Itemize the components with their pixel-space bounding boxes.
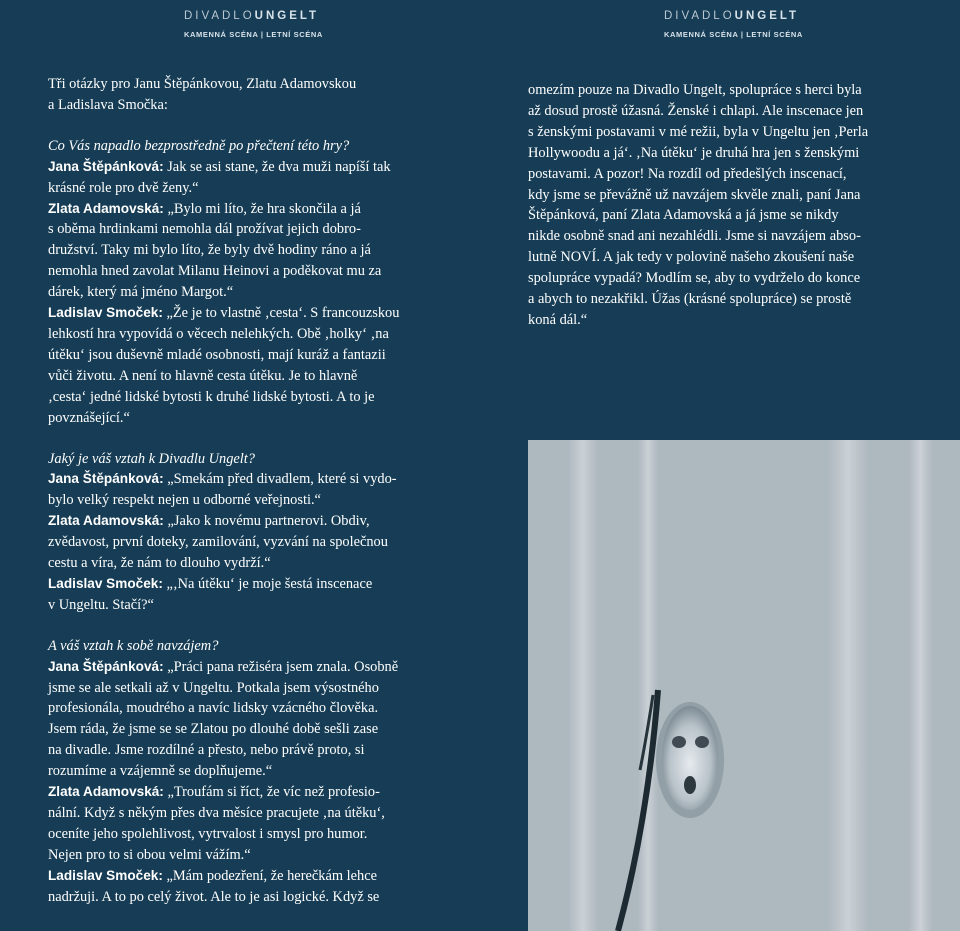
answer-line [48,366,448,387]
speaker-name: Ladislav Smoček: [48,575,163,591]
answer-line [48,408,448,429]
text-line: Štěpánková, paní Zlata Adamovská a já jsme se nikdy [528,207,839,224]
answer-line [48,574,448,595]
answer-text: „Že je to vlastně ‚cesta‘. S francouzskou [166,305,400,322]
intro-line: a Ladislava Smočka: [48,96,168,113]
answer-text: s oběma hrdinkami nemohla dál prožívat jejich dobro- [48,221,361,238]
answer-text: oceníte jeho spolehlivost, vytrvalost i smysl pro humor. [48,825,368,842]
answer-line [48,345,448,366]
photo-figure [528,440,960,931]
speaker-name: Ladislav Smoček: [48,867,163,883]
text-line: postavami. A pozor! Na rozdíl od předešlých inscenací, [528,165,847,182]
answer-line [48,698,448,719]
question-2: Jaký je váš vztah k Divadlu Ungelt? [48,450,255,467]
answer-line [48,532,448,553]
answer-text: „Jako k novému partnerovi. Obdiv, [167,513,370,530]
answer-line [48,657,448,678]
answers-1 [48,157,448,429]
answer-line [48,261,448,282]
theatre-logo-left [184,10,323,39]
answer-text: útěku‘ jsou duševně mladé osobnosti, mají kuráž a fantazii [48,346,386,363]
answer-text: Jak se asi stane, že dva muži napíší tak [167,158,391,175]
answer-line [48,178,448,199]
answer-text: nemohla hned zavolat Milanu Heinovi a poděkovat mu za [48,263,382,280]
answer-text: nadržuji. A to po celý život. Ale to je asi logické. Když se [48,888,380,905]
speaker-name: Jana Štěpánková: [48,471,164,487]
theatre-logo-right [664,10,803,39]
answer-line [48,490,448,511]
answer-line [48,511,448,532]
answer-line [48,157,448,178]
speaker-name: Jana Štěpánková: [48,158,164,174]
answer-text: profesionála, moudrého a navíc lidsky vzácného člověka. [48,700,379,717]
answer-text: vůči životu. A není to hlavně cesta útěku. Je to hlavně [48,367,358,384]
answer-line [48,553,448,574]
answer-text: nální. Když s někým přes dva měsíce pracujete ‚na útěku‘, [48,805,385,821]
answer-text: krásné role pro dvě ženy.“ [48,179,199,196]
answer-line [48,845,448,866]
answer-text: v Ungeltu. Stačí?“ [48,596,154,613]
answer-text: „Smekám před divadlem, které si vydo- [167,471,397,488]
answer-text: „‚Na útěku‘ je moje šestá inscenace [166,575,373,592]
answer-line [48,303,448,324]
answer-line [48,719,448,740]
answer-line [48,324,448,345]
answer-text: „Troufám si říct, že víc než profesio- [167,784,380,801]
answer-text: dárek, který má jméno Margot.“ [48,284,234,301]
production-photo [528,440,960,931]
text-line: lutně NOVÍ. A jak tedy v polovině našeho zkoušení naše [528,249,855,266]
answer-line [48,782,448,803]
logo-subtitle: KAMENNÁ SCÉNA | LETNÍ SCÉNA [184,30,323,39]
answer-line [48,595,448,616]
speaker-name: Jana Štěpánková: [48,658,164,674]
logo-brand: DIVADLOUNGELT [664,10,800,22]
answer-line [48,469,448,490]
answer-text: zvědavost, první doteky, zamilování, vyzvání na společnou [48,534,388,551]
right-column [528,80,928,331]
text-line: až dosud prostě úžasná. Ženské i chlapi. Ale inscenace jen [528,102,864,119]
logo-subtitle: KAMENNÁ SCÉNA | LETNÍ SCÉNA [664,30,803,39]
answers-3 [48,657,448,908]
answer-text: na divadle. Jsme rozdílné a přesto, nebo právě proto, si [48,742,365,759]
speaker-name: Ladislav Smoček: [48,305,163,321]
logo-brand: DIVADLOUNGELT [184,10,320,22]
answer-line [48,387,448,408]
answer-line [48,219,448,240]
question-1: Co Vás napadlo bezprostředně po přečtení této hry? [48,137,350,154]
continued-text [528,80,928,331]
answer-text: cestu a víra, že nám to dlouho vydrží.“ [48,555,271,572]
text-line: nikde osobně snad ani nezahlédli. Jsme si navzájem abso- [528,228,861,245]
text-line: omezím pouze na Divadlo Ungelt, spolupráce s herci byla [528,82,862,98]
answers-2 [48,469,448,615]
text-line: spolupráce vypadá? Modlím se, aby to vydrželo do konce [528,270,861,287]
left-column [48,74,448,908]
answer-text: družství. Taky mi bylo líto, že byly dvě hodiny ráno a já [48,242,371,259]
answer-text: „Bylo mi líto, že hra skončila a já [167,200,361,217]
answer-text: ‚cesta‘ jedné lidské bytosti k druhé lidské bytosti. A to je [48,388,375,405]
answer-text: jsme se ale setkali až v Ungeltu. Potkala jsem výsostného [48,679,379,696]
answer-line [48,761,448,782]
answer-text: „Práci pana režiséra jsem znala. Osobně [167,658,399,675]
answer-text: lehkostí hra vypovídá o věcech nelehkých. Obě ‚holky‘ ‚na [48,325,389,342]
answer-line [48,282,448,303]
answer-line [48,866,448,887]
speaker-name: Zlata Adamovská: [48,513,164,529]
text-line: koná dál.“ [528,311,588,328]
answer-text: „Mám podezření, že herečkám lehce [166,867,377,884]
answer-text: povznášející.“ [48,409,130,426]
answer-text: Nejen pro to si obou velmi vážím.“ [48,846,251,863]
answer-line [48,678,448,699]
text-line: a abych to nezakřikl. Úžas (krásné spolupráce) se prostě [528,291,852,308]
answer-line [48,199,448,220]
answer-text: bylo velký respekt nejen u odborné veřejnosti.“ [48,492,321,509]
text-line: Hollywoodu a já‘. ‚Na útěku‘ je druhá hra jen s ženskými [528,144,860,161]
question-3: A váš vztah k sobě navzájem? [48,637,219,654]
answer-text: rozumíme a vzájemně se doplňujeme.“ [48,763,273,780]
answer-line [48,887,448,908]
answer-line [48,803,448,824]
intro-line: Tři otázky pro Janu Štěpánkovou, Zlatu Adamovskou [48,76,357,92]
answer-line [48,824,448,845]
answer-line [48,740,448,761]
text-line: s ženskými postavami v mé režii, byla v Ungeltu jen ‚Perla [528,123,869,140]
answer-line [48,240,448,261]
speaker-name: Zlata Adamovská: [48,784,164,800]
answer-text: Jsem ráda, že jsme se se Zlatou po dlouhé době sešli zase [48,721,379,738]
text-line: kdy jsme se převážně už navzájem skvěle znali, paní Jana [528,186,861,203]
speaker-name: Zlata Adamovská: [48,200,164,216]
